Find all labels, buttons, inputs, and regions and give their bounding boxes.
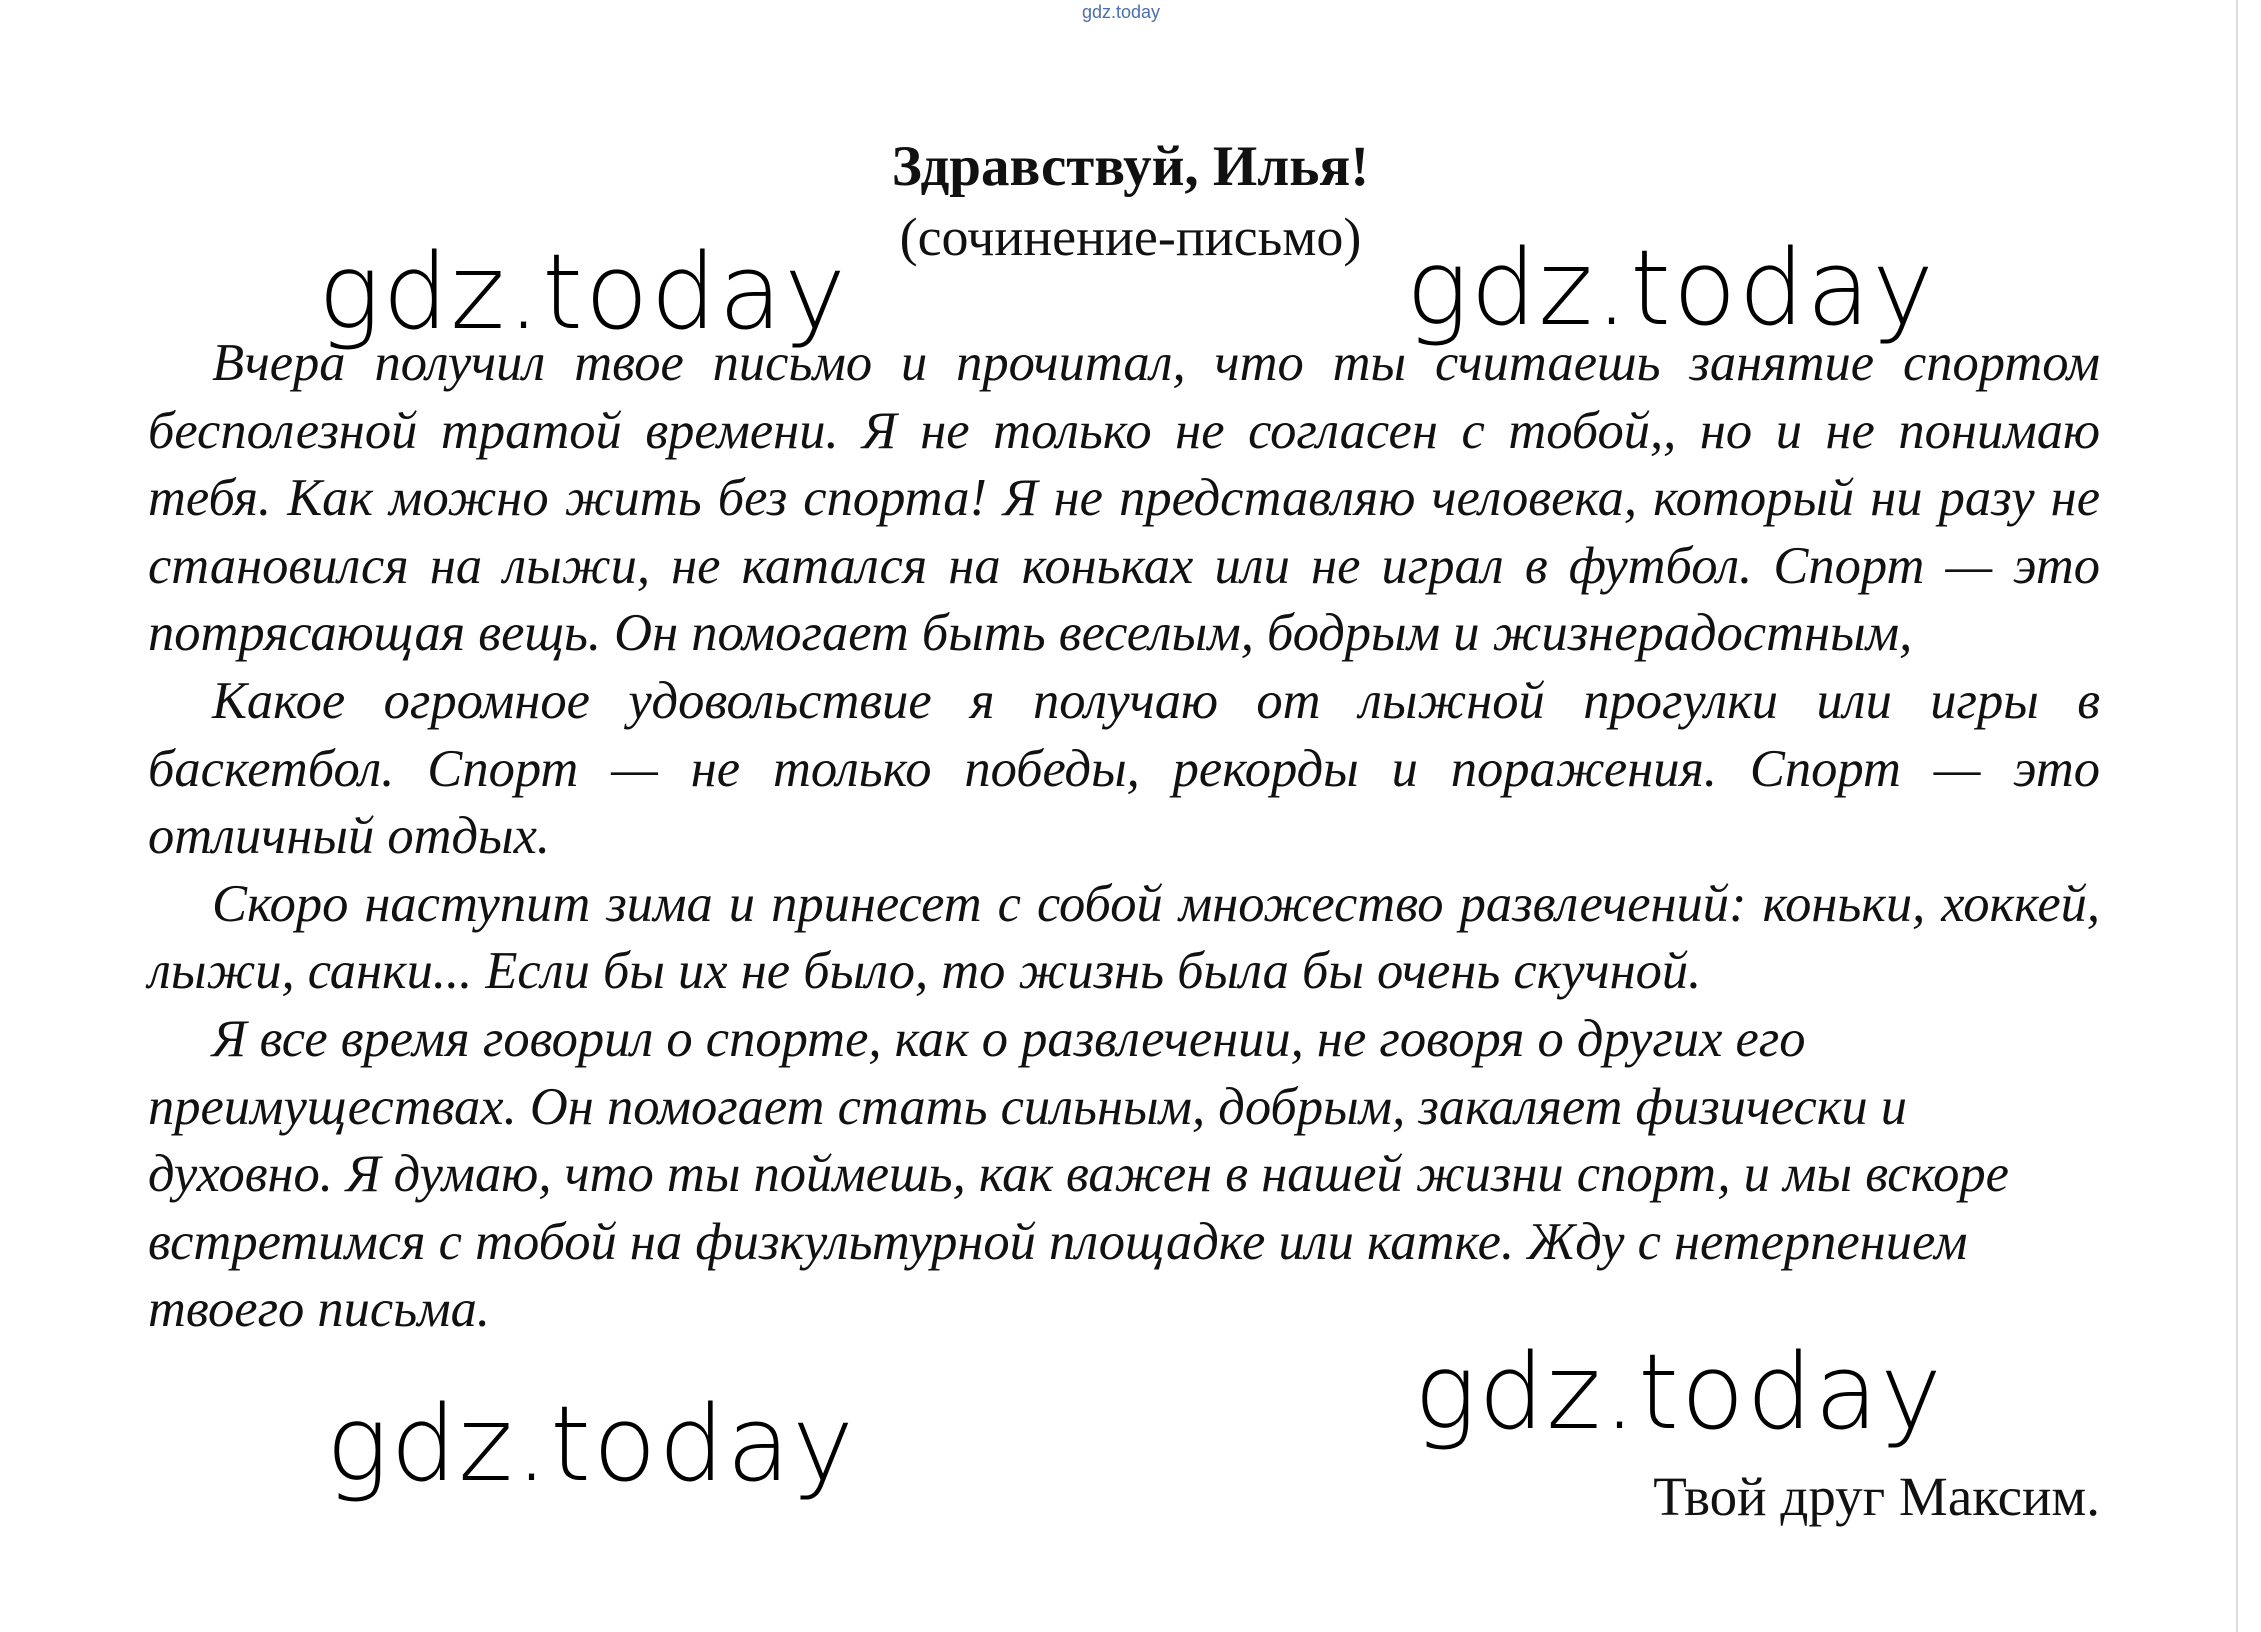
letter-subtitle: (сочинение-письмо) — [899, 207, 1362, 267]
letter-paragraph: Я все время говорил о спорте, как о развлечении, не говоря о других его преимуществах. Он помогает стать сильным, добрым, закаляет физически и духовно. Я думаю, что ты поймешь, как важен в нашей жизни спорт, и мы вскоре встретимся с тобой на физкультурной площадке или катке. Жду с нетерпением твоего письма. — [148, 1009, 2009, 1339]
letter-paragraph: Скоро наступит зима и принесет с собой множество развлечений: коньки, хоккей, лыжи, санки... Если бы их не было, то жизнь была бы очень скучной. — [148, 874, 2100, 1001]
letter-paragraph: Вчера получил твое письмо и прочитал, что ты считаешь занятие спортом бесполезной тратой времени. Я не только не согласен с тобой,, но и не понимаю тебя. Как можно жить без спорта! Я не представляю человека, который ни разу не становился на лыжи, не катался на коньках или не играл в футбол. Спорт — это потрясающая вещь. Он помогает быть веселым, бодрым и жизнерадостным, — [148, 334, 2100, 663]
watermark: gdz.today — [1414, 1331, 1944, 1453]
header-watermark: gdz.today — [1082, 2, 1161, 22]
watermark: gdz.today — [326, 1383, 856, 1505]
watermark: gdz.today — [318, 231, 848, 353]
letter-signature: Твой друг Максим. — [1653, 1466, 2100, 1527]
letter-body — [148, 330, 2100, 1344]
letter-paragraph: Какое огромное удовольствие я получаю от лыжной прогулки или игры в баскетбол. Спорт — не только победы, рекорды и поражения. Спорт — это отличный отдых. — [148, 671, 2100, 866]
letter-title: Здравствуй, Илья! — [891, 135, 1370, 198]
watermark: gdz.today — [1406, 227, 1936, 349]
